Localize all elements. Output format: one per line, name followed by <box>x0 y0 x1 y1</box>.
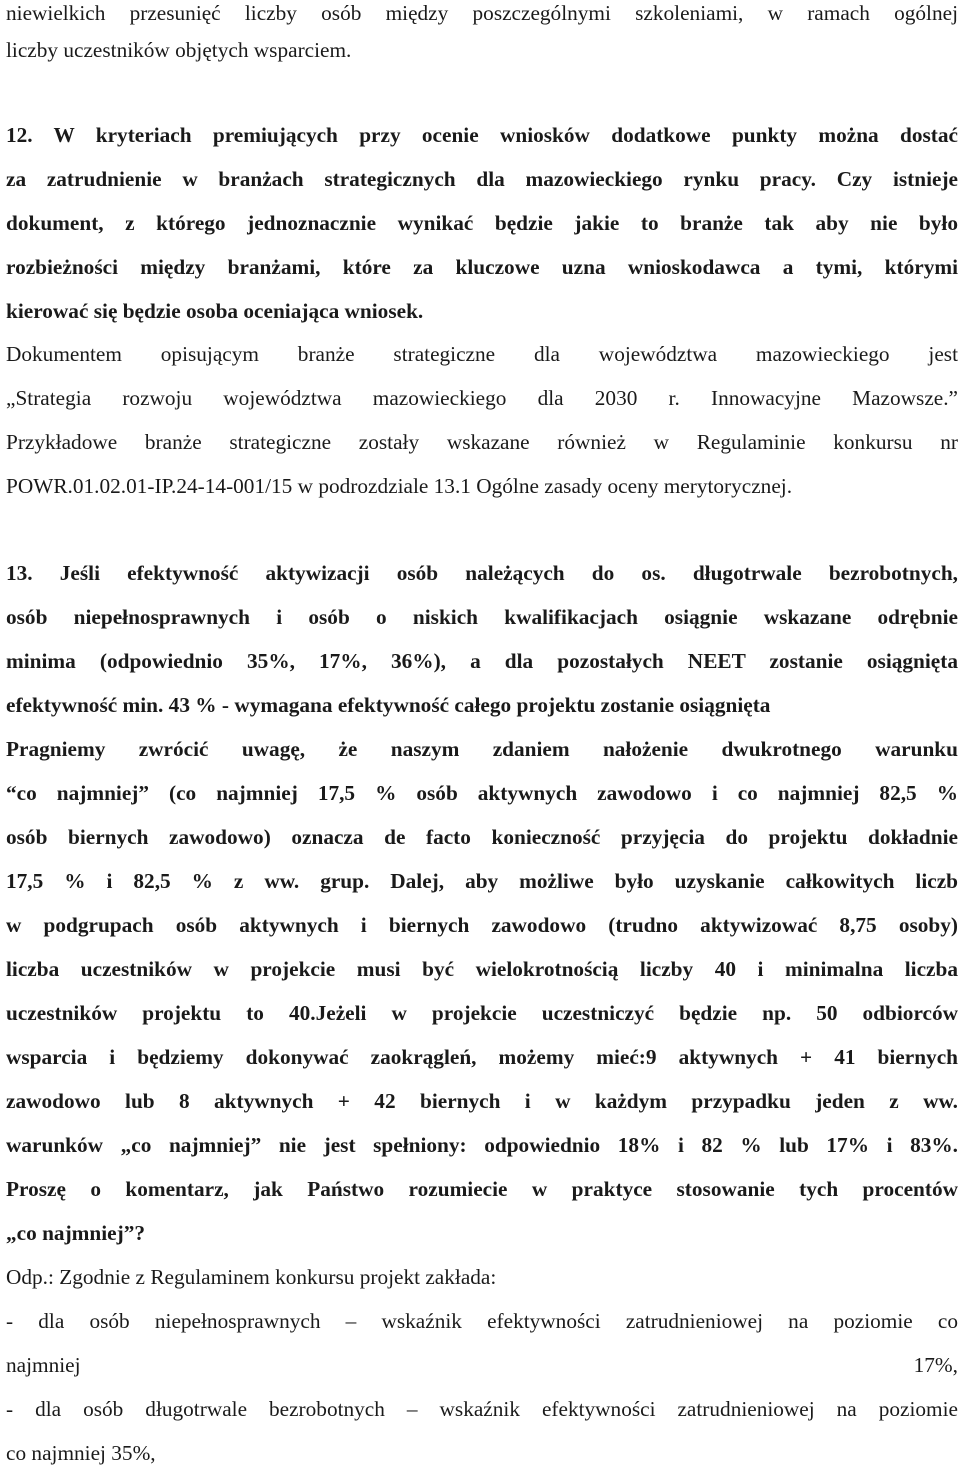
q13-text-1b: długotrwale bezrobotnych, <box>665 561 958 585</box>
a12-text-2: „Strategia rozwoju województwa mazowieckiego dla 2030 r. Innowacyjne Mazowsze.” <box>6 386 958 410</box>
q12-line-4 <box>6 254 958 298</box>
q13-line-6 <box>6 780 958 824</box>
q13-line-13 <box>6 1088 958 1132</box>
q13-text-5: Pragniemy zwrócić uwagę, że naszym zdaniem nałożenie dwukrotnego warunku <box>6 737 958 761</box>
q13-text-11: uczestników projektu to 40.Jeżeli w projekcie uczestniczyć będzie np. 50 odbiorców <box>6 1001 958 1025</box>
a13-text-1: Odp.: Zgodnie z Regulaminem konkursu projekt zakłada: <box>6 1265 497 1289</box>
a13-line-5 <box>6 1440 958 1484</box>
q13-line-11 <box>6 1000 958 1044</box>
a13-text-5: co najmniej 35%, <box>6 1441 156 1465</box>
q13-text-9: w podgrupach osób aktywnych i biernych zawodowo (trudno aktywizować 8,75 osoby) <box>6 913 958 937</box>
a12-line-4 <box>6 473 958 560</box>
q13-line-2 <box>6 604 958 648</box>
q13-text-1a: 13. Jeśli efektywność aktywizacji osób należących do os. <box>6 561 666 585</box>
q13-line-3 <box>6 648 958 692</box>
q12-text-2b: Czy istnieje <box>816 167 958 191</box>
a12-text-3: Przykładowe branże strategiczne zostały wskazane również w Regulaminie konkursu nr <box>6 430 958 454</box>
a12-line-3 <box>6 429 958 473</box>
q13-text-6: “co najmniej” (co najmniej 17,5 % osób aktywnych zawodowo i co najmniej 82,5 % <box>6 781 958 805</box>
intro-text-1: niewielkich przesunięć liczby osób między poszczególnymi szkoleniami, w ramach ogólnej <box>6 1 958 25</box>
q13-text-2: osób niepełnosprawnych i osób o niskich kwalifikacjach osiągnie wskazane odrębnie <box>6 605 958 629</box>
q13-text-4: efektywność min. 43 % - wymagana efektywność całego projektu zostanie osiągnięta <box>6 693 771 717</box>
q13-text-16: „co najmniej”? <box>6 1221 146 1245</box>
q13-line-12 <box>6 1044 958 1088</box>
q13-text-14: warunków „co najmniej” nie jest spełniony: odpowiednio 18% i 82 % lub 17% i 83%. <box>6 1133 958 1157</box>
a13-line-4 <box>6 1396 958 1440</box>
q12-line-1 <box>6 122 958 166</box>
q13-line-16 <box>6 1220 958 1264</box>
a12-text-4: POWR.01.02.01-IP.24-14-001/15 w podrozdziale 13.1 Ogólne zasady oceny merytorycznej. <box>6 474 793 498</box>
a13-text-3b: 17%, <box>913 1353 958 1377</box>
q12-line-5 <box>6 298 958 341</box>
q13-line-4 <box>6 692 958 736</box>
q13-line-1 <box>6 560 958 604</box>
intro-text-2: liczby uczestników objętych wsparciem. <box>6 38 352 62</box>
a13-text-4: - dla osób długotrwale bezrobotnych – wskaźnik efektywności zatrudnieniowej na poziomie <box>6 1397 958 1421</box>
q13-text-10: liczba uczestników w projekcie musi być wielokrotnością liczby 40 i minimalna liczba <box>6 957 958 981</box>
q13-line-5 <box>6 736 958 780</box>
q13-line-10 <box>6 956 958 1000</box>
a13-text-3a: najmniej <box>6 1353 81 1377</box>
q13-line-7 <box>6 824 958 868</box>
a13-line-1 <box>6 1264 958 1308</box>
q13-text-12: wsparcia i będziemy dokonywać zaokrągleń, możemy mieć:9 aktywnych + 41 biernych <box>6 1045 958 1069</box>
a12-line-1 <box>6 341 958 385</box>
q12-line-2 <box>6 166 958 210</box>
q13-text-3: minima (odpowiednio 35%, 17%, 36%), a dla pozostałych NEET zostanie osiągnięta <box>6 649 958 673</box>
q13-line-14 <box>6 1132 958 1176</box>
q13-text-8: 17,5 % i 82,5 % z ww. grup. Dalej, aby możliwe było uzyskanie całkowitych liczb <box>6 869 958 893</box>
intro-line-2 <box>6 37 958 122</box>
q12-text-5: kierować się będzie osoba oceniająca wniosek. <box>6 299 424 323</box>
a12-text-1: Dokumentem opisującym branże strategiczne dla województwa mazowieckiego jest <box>6 342 958 366</box>
a13-text-2: - dla osób niepełnosprawnych – wskaźnik efektywności zatrudnieniowej na poziomie co <box>6 1309 958 1333</box>
q12-text-4: rozbieżności między branżami, które za kluczowe uzna wnioskodawca a tymi, którymi <box>6 255 958 279</box>
q13-line-8 <box>6 868 958 912</box>
q12-text-2a: za zatrudnienie w branżach strategicznych dla mazowieckiego rynku pracy. <box>6 167 816 191</box>
q13-line-15 <box>6 1176 958 1220</box>
a13-line-3 <box>6 1352 958 1396</box>
q12-text-3: dokument, z którego jednoznacznie wynikać będzie jakie to branże tak aby nie było <box>6 211 958 235</box>
intro-line-1 <box>6 0 958 37</box>
q12-line-3 <box>6 210 958 254</box>
q13-text-7: osób biernych zawodowo) oznacza de facto konieczność przyjęcia do projektu dokładnie <box>6 825 958 849</box>
q13-line-9 <box>6 912 958 956</box>
q13-text-15: Proszę o komentarz, jak Państwo rozumiecie w praktyce stosowanie tych procentów <box>6 1177 958 1201</box>
document-page <box>6 0 958 1484</box>
q13-text-13: zawodowo lub 8 aktywnych + 42 biernych i w każdym przypadku jeden z ww. <box>6 1089 958 1113</box>
a12-line-2 <box>6 385 958 429</box>
q12-text-1: 12. W kryteriach premiujących przy ocenie wniosków dodatkowe punkty można dostać <box>6 123 958 147</box>
a13-line-2 <box>6 1308 958 1352</box>
